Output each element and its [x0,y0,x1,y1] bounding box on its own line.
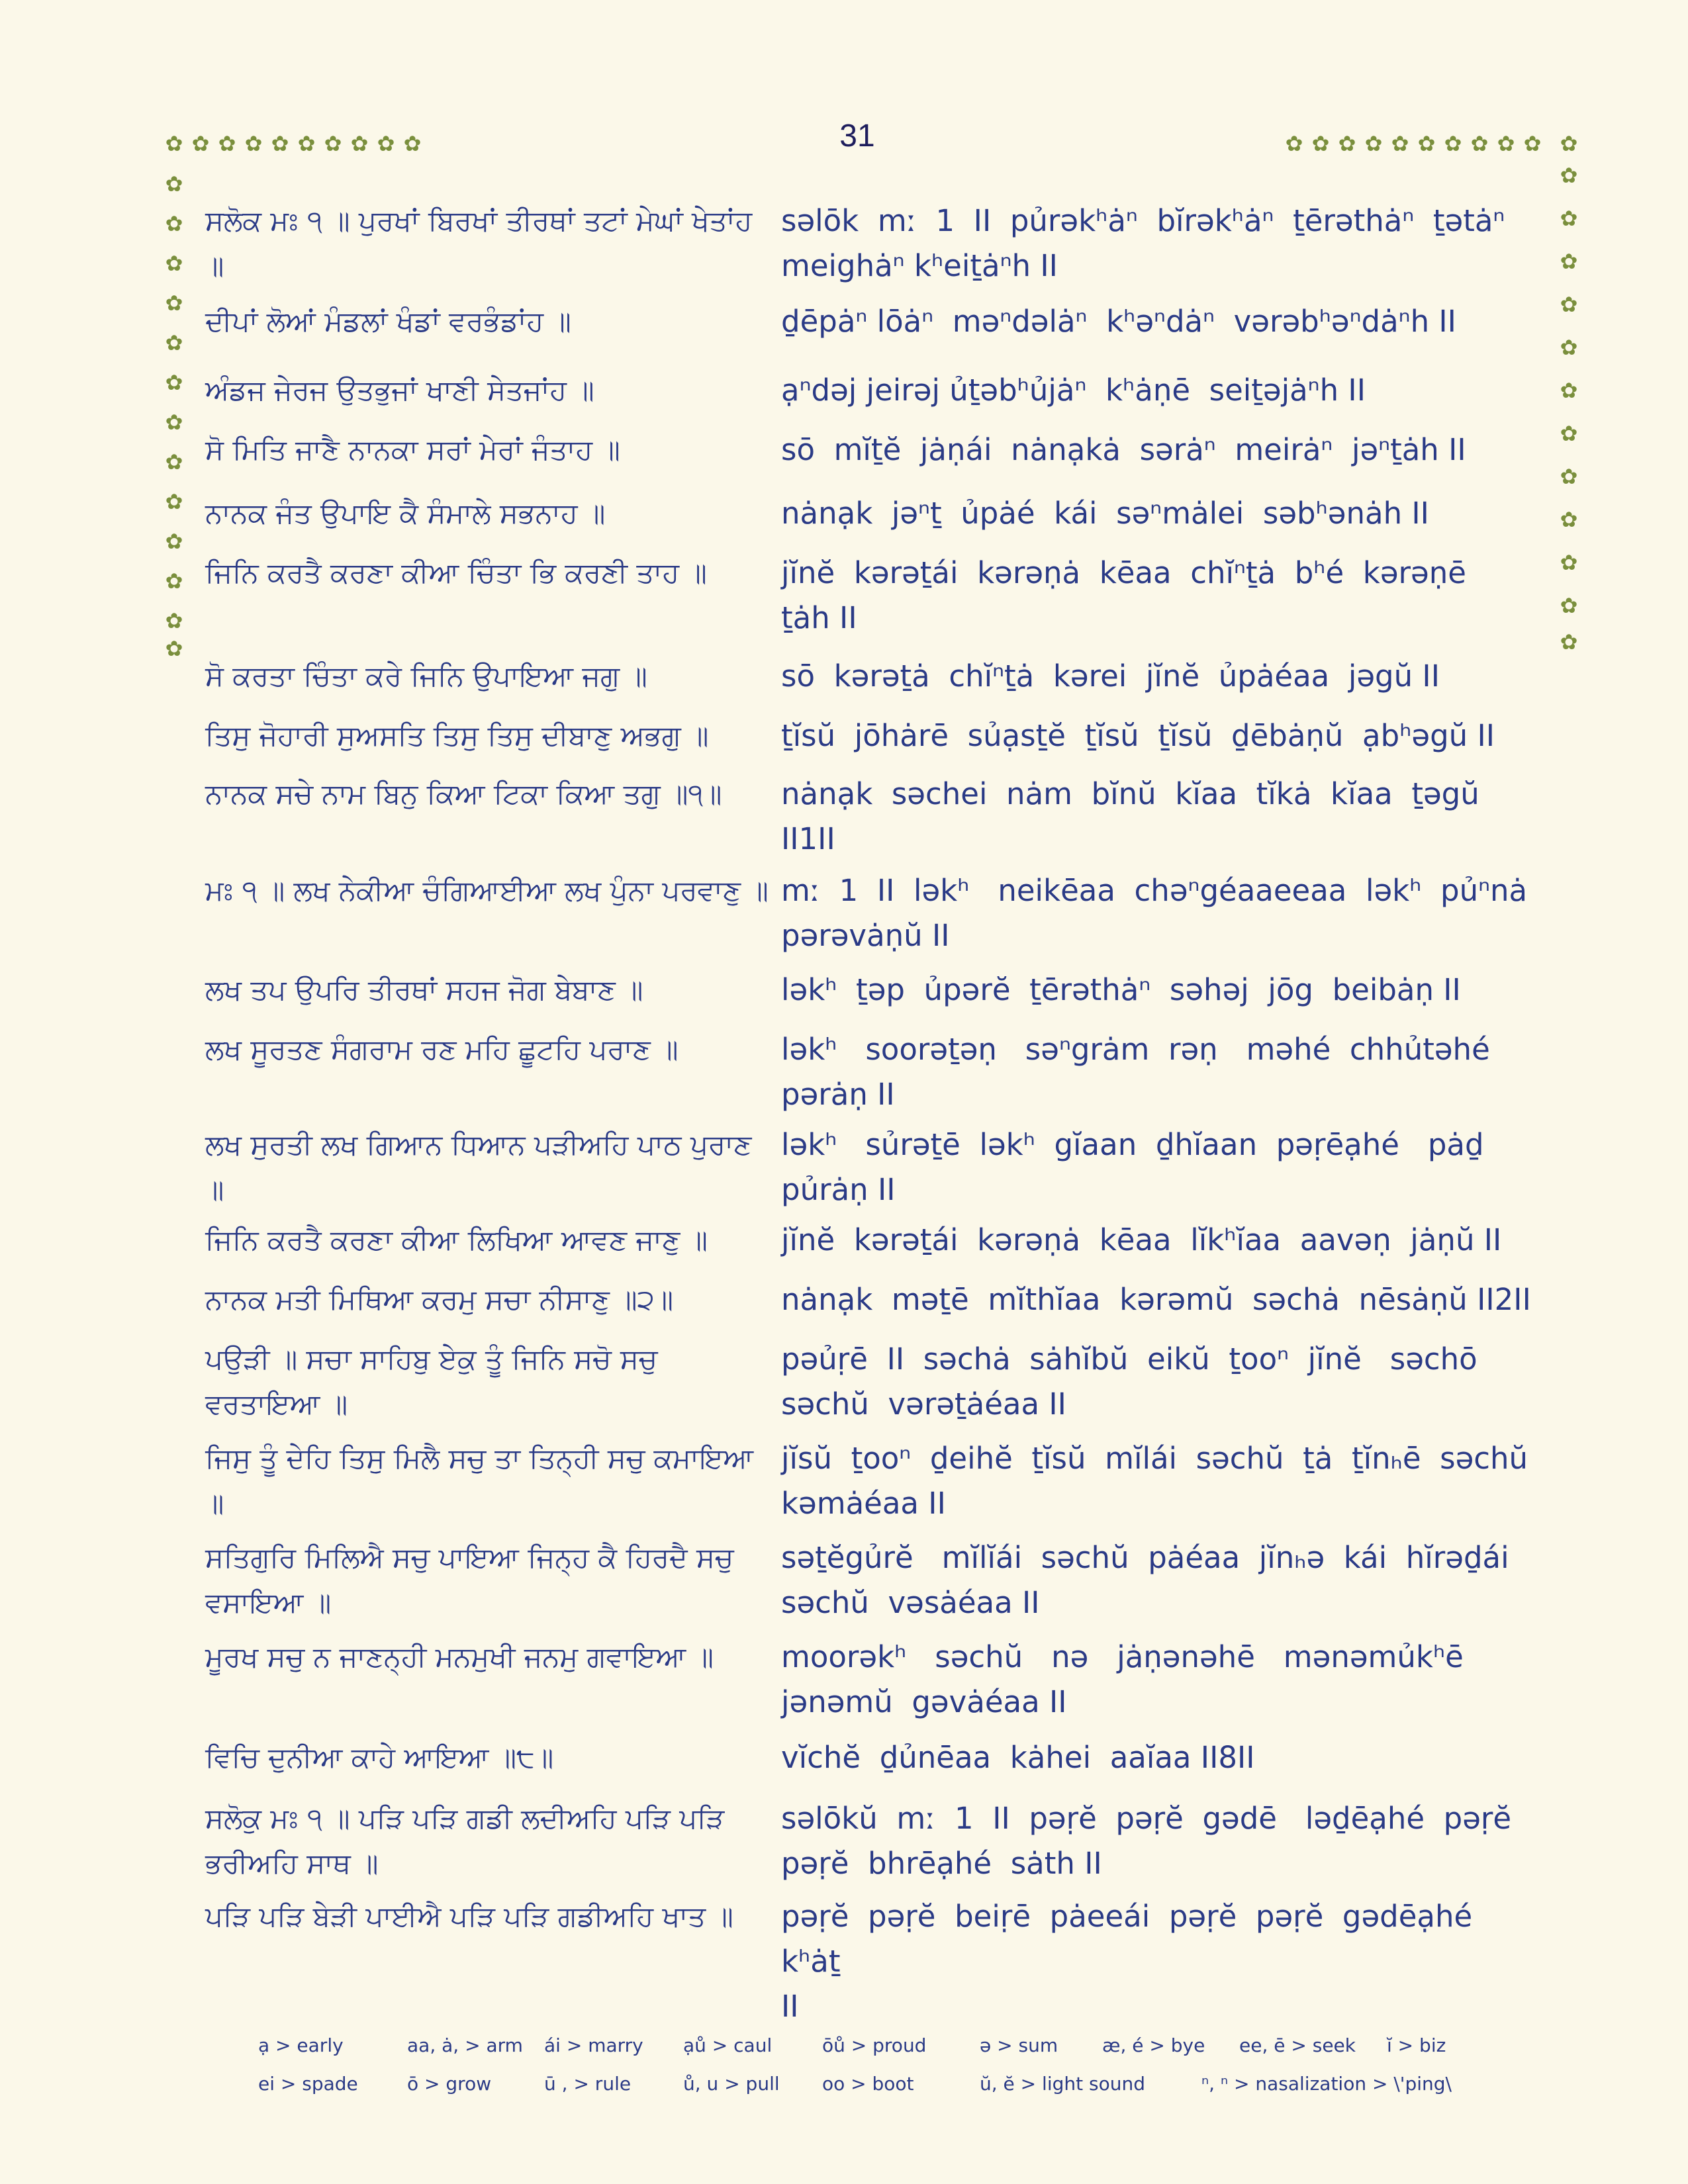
flower-icon: ✿ [1560,550,1578,575]
legend-item: ŭ, ĕ > light sound [980,2073,1145,2095]
gurmukhi-line: ਸਤਿਗੁਰਿ ਮਿਲਿਐ ਸਚੁ ਪਾਇਆ ਜਿਨ੍ਹ ਕੈ ਹਿਰਦੈ ਸਚੁ ਵਸਾਇਆ ॥ [205,1541,743,1619]
verse-row [0,1796,1688,1881]
flower-icon: ✿ [165,529,183,554]
gurmukhi-line: ਸੋ ਮਿਤਿ ਜਾਣੈ ਨਾਨਕਾ ਸਰਾਂ ਮੇਰਾਂ ਜੰਤਾਹ ॥ [205,433,620,466]
flower-icon: ✿ [1560,507,1578,532]
flower-icon: ✿ [1560,335,1578,360]
flower-icon: ✿ [297,131,316,156]
gurmukhi-line: ਨਾਨਕ ਸਚੇ ਨਾਮ ਬਿਨੁ ਕਿਆ ਟਿਕਾ ਕਿਆ ਤਗੁ ॥੧॥ [205,778,722,810]
gurmukhi-line: ਮੂਰਖ ਸਚੁ ਨ ਜਾਣਨ੍ਹੀ ਮਨਮੁਖੀ ਜਨਮੁ ਗਵਾਇਆ ॥ [205,1641,714,1673]
transliteration-line: ạⁿdəj jeirəj ủṯəbʰủjȧⁿ kʰȧṇē seiṯəjȧⁿh II [781,373,1366,408]
flower-icon: ✿ [1417,131,1436,156]
verse-row [0,868,1688,953]
flower-icon: ✿ [350,131,369,156]
legend-item: ōů > proud [822,2034,927,2056]
verse-row [0,713,1688,753]
flower-icon: ✿ [1560,629,1578,655]
flower-icon: ✿ [165,410,183,435]
transliteration-line: jĭnĕ kərəṯái kərəṇȧ kēaa chĭⁿṯȧ bʰé kərəṇē ṯȧh II [781,555,1466,635]
verse-row [0,1894,1688,2024]
flower-icon: ✿ [165,251,183,276]
flower-icon: ✿ [1470,131,1489,156]
legend-item: ⁿ, ⁿ > nasalization > \'ping\ [1201,2073,1452,2095]
transliteration-line: sō kərəṯȧ chĭⁿṯȧ kərei jĭnĕ ủpȧéaa jəgŭ II [781,659,1440,694]
verse-row [0,1027,1688,1112]
legend-item: oo > boot [822,2073,914,2095]
flower-icon: ✿ [1560,378,1578,403]
transliteration-line: səlōk mː 1 II pủrəkʰȧⁿ bĭrəkʰȧⁿ ṯērəthȧⁿ ṯətȧⁿ meighȧⁿ kʰeiṯȧⁿh II [781,203,1505,283]
transliteration-line: moorəkʰ səchŭ nə jȧṇənəhē mənəmủkʰē jənəmŭ gəvȧéaa II [781,1639,1464,1719]
flower-icon: ✿ [1560,421,1578,446]
flower-icon: ✿ [218,131,236,156]
transliteration-line: jĭnĕ kərəṯái kərəṇȧ kēaa lĭkʰĭaa aavəṇ jȧṇŭ II [781,1222,1502,1257]
flower-icon: ✿ [1285,131,1303,156]
verse-row [0,654,1688,694]
transliteration-line: pəṛĕ pəṛĕ beiṛē pȧeeái pəṛĕ pəṛĕ gədēạhé kʰȧṯ II [781,1899,1473,2024]
legend-item: ei > spade [258,2073,358,2095]
gurmukhi-line: ਲਖ ਸੂਰਤਣ ਸੰਗਰਾਮ ਰਣ ਮਹਿ ਛੂਟਹਿ ਪਰਾਣ ॥ [205,1033,679,1066]
legend-item: ái > marry [544,2034,643,2056]
verse-row [0,368,1688,408]
gurmukhi-line: ਲਖ ਤਪ ਉਪਰਿ ਤੀਰਥਾਂ ਸਹਜ ਜੋਗ ਬੇਬਾਣ ॥ [205,974,643,1006]
legend-item: ū , > rule [544,2073,632,2095]
verse-row [0,1277,1688,1317]
flower-icon: ✿ [1560,206,1578,231]
gurmukhi-line: ਵਿਚਿ ਦੁਨੀਆ ਕਾਹੇ ਆਇਆ ॥੮॥ [205,1741,554,1774]
legend-item: ə > sum [980,2034,1058,2056]
flower-icon: ✿ [165,636,183,661]
gurmukhi-line: ਤਿਸੁ ਜੋਹਾਰੀ ਸੁਅਸਤਿ ਤਿਸੁ ਤਿਸੁ ਦੀਬਾਣੁ ਅਭਗੁ ॥ [205,719,709,752]
gurmukhi-line: ਸਲੋਕ ਮਃ ੧ ॥ ਪੁਰਖਾਂ ਬਿਰਖਾਂ ਤੀਰਥਾਂ ਤਟਾਂ ਮੇਘਾਂ ਖੇਤਾਂਹ ॥ [205,205,761,282]
gurmukhi-line: ਜਿਨਿ ਕਰਤੈ ਕਰਣਾ ਕੀਆ ਲਿਖਿਆ ਆਵਣ ਜਾਣੁ ॥ [205,1224,708,1256]
gurmukhi-line: ਜਿਨਿ ਕਰਤੈ ਕਰਣਾ ਕੀਆ ਚਿੰਤਾ ਭਿ ਕਰਣੀ ਤਾਹ ॥ [205,557,707,589]
gurmukhi-line: ਸੋ ਕਰਤਾ ਚਿੰਤਾ ਕਰੇ ਜਿਨਿ ਉਪਾਇਆ ਜਗੁ ॥ [205,660,647,692]
verse-row [0,491,1688,531]
gurmukhi-line: ਨਾਨਕ ਜੰਤ ਉਪਾਇ ਕੈ ਸੰਮਾਲੇ ਸਭਨਾਹ ॥ [205,497,606,529]
gurmukhi-line: ਅੰਡਜ ਜੇਰਜ ਉਤਭੁਜਾਂ ਖਾਣੀ ਸੇਤਜਾਂਹ ॥ [205,374,594,406]
flower-icon: ✿ [165,171,183,197]
verse-row [0,1436,1688,1521]
verse-row [0,299,1688,339]
flower-icon: ✿ [1391,131,1409,156]
transliteration-line: nȧnạk jəⁿṯ ủpȧé kái səⁿmȧlei səbʰənȧh II [781,496,1429,531]
gurmukhi-line: ਲਖ ਸੁਰਤੀ ਲਖ ਗਿਆਨ ਧਿਆਨ ਪੜੀਅਹਿ ਪਾਠ ਪੁਰਾਣ ॥ [205,1128,761,1206]
flower-icon: ✿ [1560,593,1578,618]
transliteration-line: səlōkŭ mː 1 II pəṛĕ pəṛĕ gədē ləḏēạhé pəṛĕ pəṛĕ bhrēạhé sȧth II [781,1801,1512,1881]
flower-icon: ✿ [1444,131,1462,156]
legend-item: ĭ > biz [1387,2034,1446,2056]
transliteration-line: səṯĕgủrĕ mĭlĭái səchŭ pȧéaa jĭnₕə kái hĭrəḏái səchŭ vəsȧéaa II [781,1540,1509,1620]
legend-item: aa, ȧ, > arm [407,2034,523,2056]
gurmukhi-line: ਦੀਪਾਂ ਲੋਆਂ ਮੰਡਲਾਂ ਖੰਡਾਂ ਵਰਭੰਡਾਂਹ ॥ [205,305,571,338]
transliteration-line: nȧnạk səchei nȧm bĭnŭ kĭaa tĭkȧ kĭaa ṯəgŭ II1II [781,776,1489,856]
flower-icon: ✿ [271,131,289,156]
legend-item: ō > grow [407,2073,492,2095]
transliteration-line: mː 1 II ləkʰ neikēaa chəⁿgéaaeeaa ləkʰ pủⁿnȧ pərəvȧṇŭ II [781,873,1528,953]
flower-icon: ✿ [1497,131,1515,156]
flower-icon: ✿ [191,131,210,156]
transliteration-line: ləkʰ ṯəp ủpərĕ ṯērəthȧⁿ səhəj jōg beibȧṇ II [781,972,1461,1007]
pronunciation-legend [0,2025,1688,2105]
flower-icon: ✿ [1523,131,1542,156]
legend-item: ů, u > pull [683,2073,780,2095]
flower-icon: ✿ [165,449,183,475]
flower-icon: ✿ [165,131,183,156]
flower-icon: ✿ [165,370,183,395]
transliteration-line: vĭchĕ ḏủnēaa kȧhei aaĭaa II8II [781,1740,1255,1775]
transliteration-line: pəủṛē II səchȧ sȧhĭbŭ eikŭ ṯooⁿ jĭnĕ səchō səchŭ vərəṯȧéaa II [781,1342,1477,1422]
legend-item: ạ > early [258,2034,344,2056]
flower-icon: ✿ [1311,131,1330,156]
gurmukhi-line: ਪੜਿ ਪੜਿ ਬੇੜੀ ਪਾਈਐ ਪੜਿ ਪੜਿ ਗਡੀਅਹਿ ਖਾਤ ॥ [205,1900,733,1933]
flower-icon: ✿ [165,569,183,594]
transliteration-line: nȧnạk məṯē mĭthĭaa kərəmŭ səchȧ nēsȧṇŭ II2II [781,1282,1531,1317]
transliteration-line: ləkʰ sủrəṯē ləkʰ gĭaan ḏhĭaan pəṛēạhé pȧḏ pủrȧṇ II [781,1127,1484,1207]
flower-icon: ✿ [165,330,183,355]
page-number: 31 [839,118,875,154]
flower-icon: ✿ [165,211,183,236]
legend-item: æ, é > bye [1102,2034,1205,2056]
flower-icon: ✿ [1560,292,1578,317]
flower-icon: ✿ [165,291,183,316]
gurmukhi-line: ਜਿਸੁ ਤੂੰ ਦੇਹਿ ਤਿਸੁ ਮਿਲੈ ਸਚੁ ਤਾ ਤਿਨ੍ਹੀ ਸਚੁ ਕਮਾਇਆ ॥ [205,1442,763,1520]
verse-row [0,1735,1688,1775]
flower-icon: ✿ [377,131,395,156]
transliteration-line: ləkʰ soorəṯəṇ səⁿgrȧm rəṇ məhé chhủtəhé pərȧṇ II [781,1032,1490,1112]
verse-row [0,1535,1688,1620]
flower-icon: ✿ [1560,249,1578,274]
flower-icon: ✿ [324,131,342,156]
flower-icon: ✿ [1560,163,1578,188]
flower-icon: ✿ [1364,131,1383,156]
legend-item: ạů > caul [683,2034,773,2056]
legend-item: ee, ē > seek [1239,2034,1356,2056]
transliteration-line: sō mĭṯĕ jȧṇái nȧnạkȧ sərȧⁿ meirȧⁿ jəⁿṯȧh II [781,432,1466,467]
verse-row [0,1337,1688,1422]
gurmukhi-line: ਸਲੋਕੁ ਮਃ ੧ ॥ ਪੜਿ ਪੜਿ ਗਡੀ ਲਦੀਅਹਿ ਪੜਿ ਪੜਿ ਭਰੀਅਹਿ ਸਾਥ ॥ [205,1802,733,1880]
gurmukhi-line: ਨਾਨਕ ਮਤੀ ਮਿਥਿਆ ਕਰਮੁ ਸਚਾ ਨੀਸਾਣੁ ॥੨॥ [205,1283,673,1316]
flower-icon: ✿ [1560,131,1578,156]
transliteration-line: ḏēpȧⁿ lōȧⁿ məⁿdəlȧⁿ kʰəⁿdȧⁿ vərəbʰəⁿdȧⁿh II [781,304,1456,339]
flower-icon: ✿ [165,489,183,514]
flower-icon: ✿ [1560,464,1578,489]
verse-row [0,1122,1688,1207]
transliteration-line: ṯĭsŭ jōhȧrē sủạsṯĕ ṯĭsŭ ṯĭsŭ ḏēbȧṇŭ ạbʰəgŭ II [781,718,1495,753]
gurmukhi-line: ਮਃ ੧ ॥ ਲਖ ਨੇਕੀਆ ਚੰਗਿਆਈਆ ਲਖ ਪੁੰਨਾ ਪਰਵਾਣੁ ॥ [205,874,769,907]
flower-icon: ✿ [244,131,263,156]
flower-icon: ✿ [1338,131,1356,156]
flower-icon: ✿ [165,608,183,633]
flower-icon: ✿ [403,131,422,156]
transliteration-line: jĭsŭ ṯooⁿ ḏeihĕ ṯĭsŭ mĭlái səchŭ ṯȧ ṯĭnₕē səchŭ kəmȧéaa II [781,1441,1528,1521]
gurmukhi-line: ਪਉੜੀ ॥ ਸਚਾ ਸਾਹਿਬੁ ਏਕੁ ਤੂੰ ਜਿਨਿ ਸਚੋ ਸਚੁ ਵਰਤਾਇਆ ॥ [205,1343,667,1420]
